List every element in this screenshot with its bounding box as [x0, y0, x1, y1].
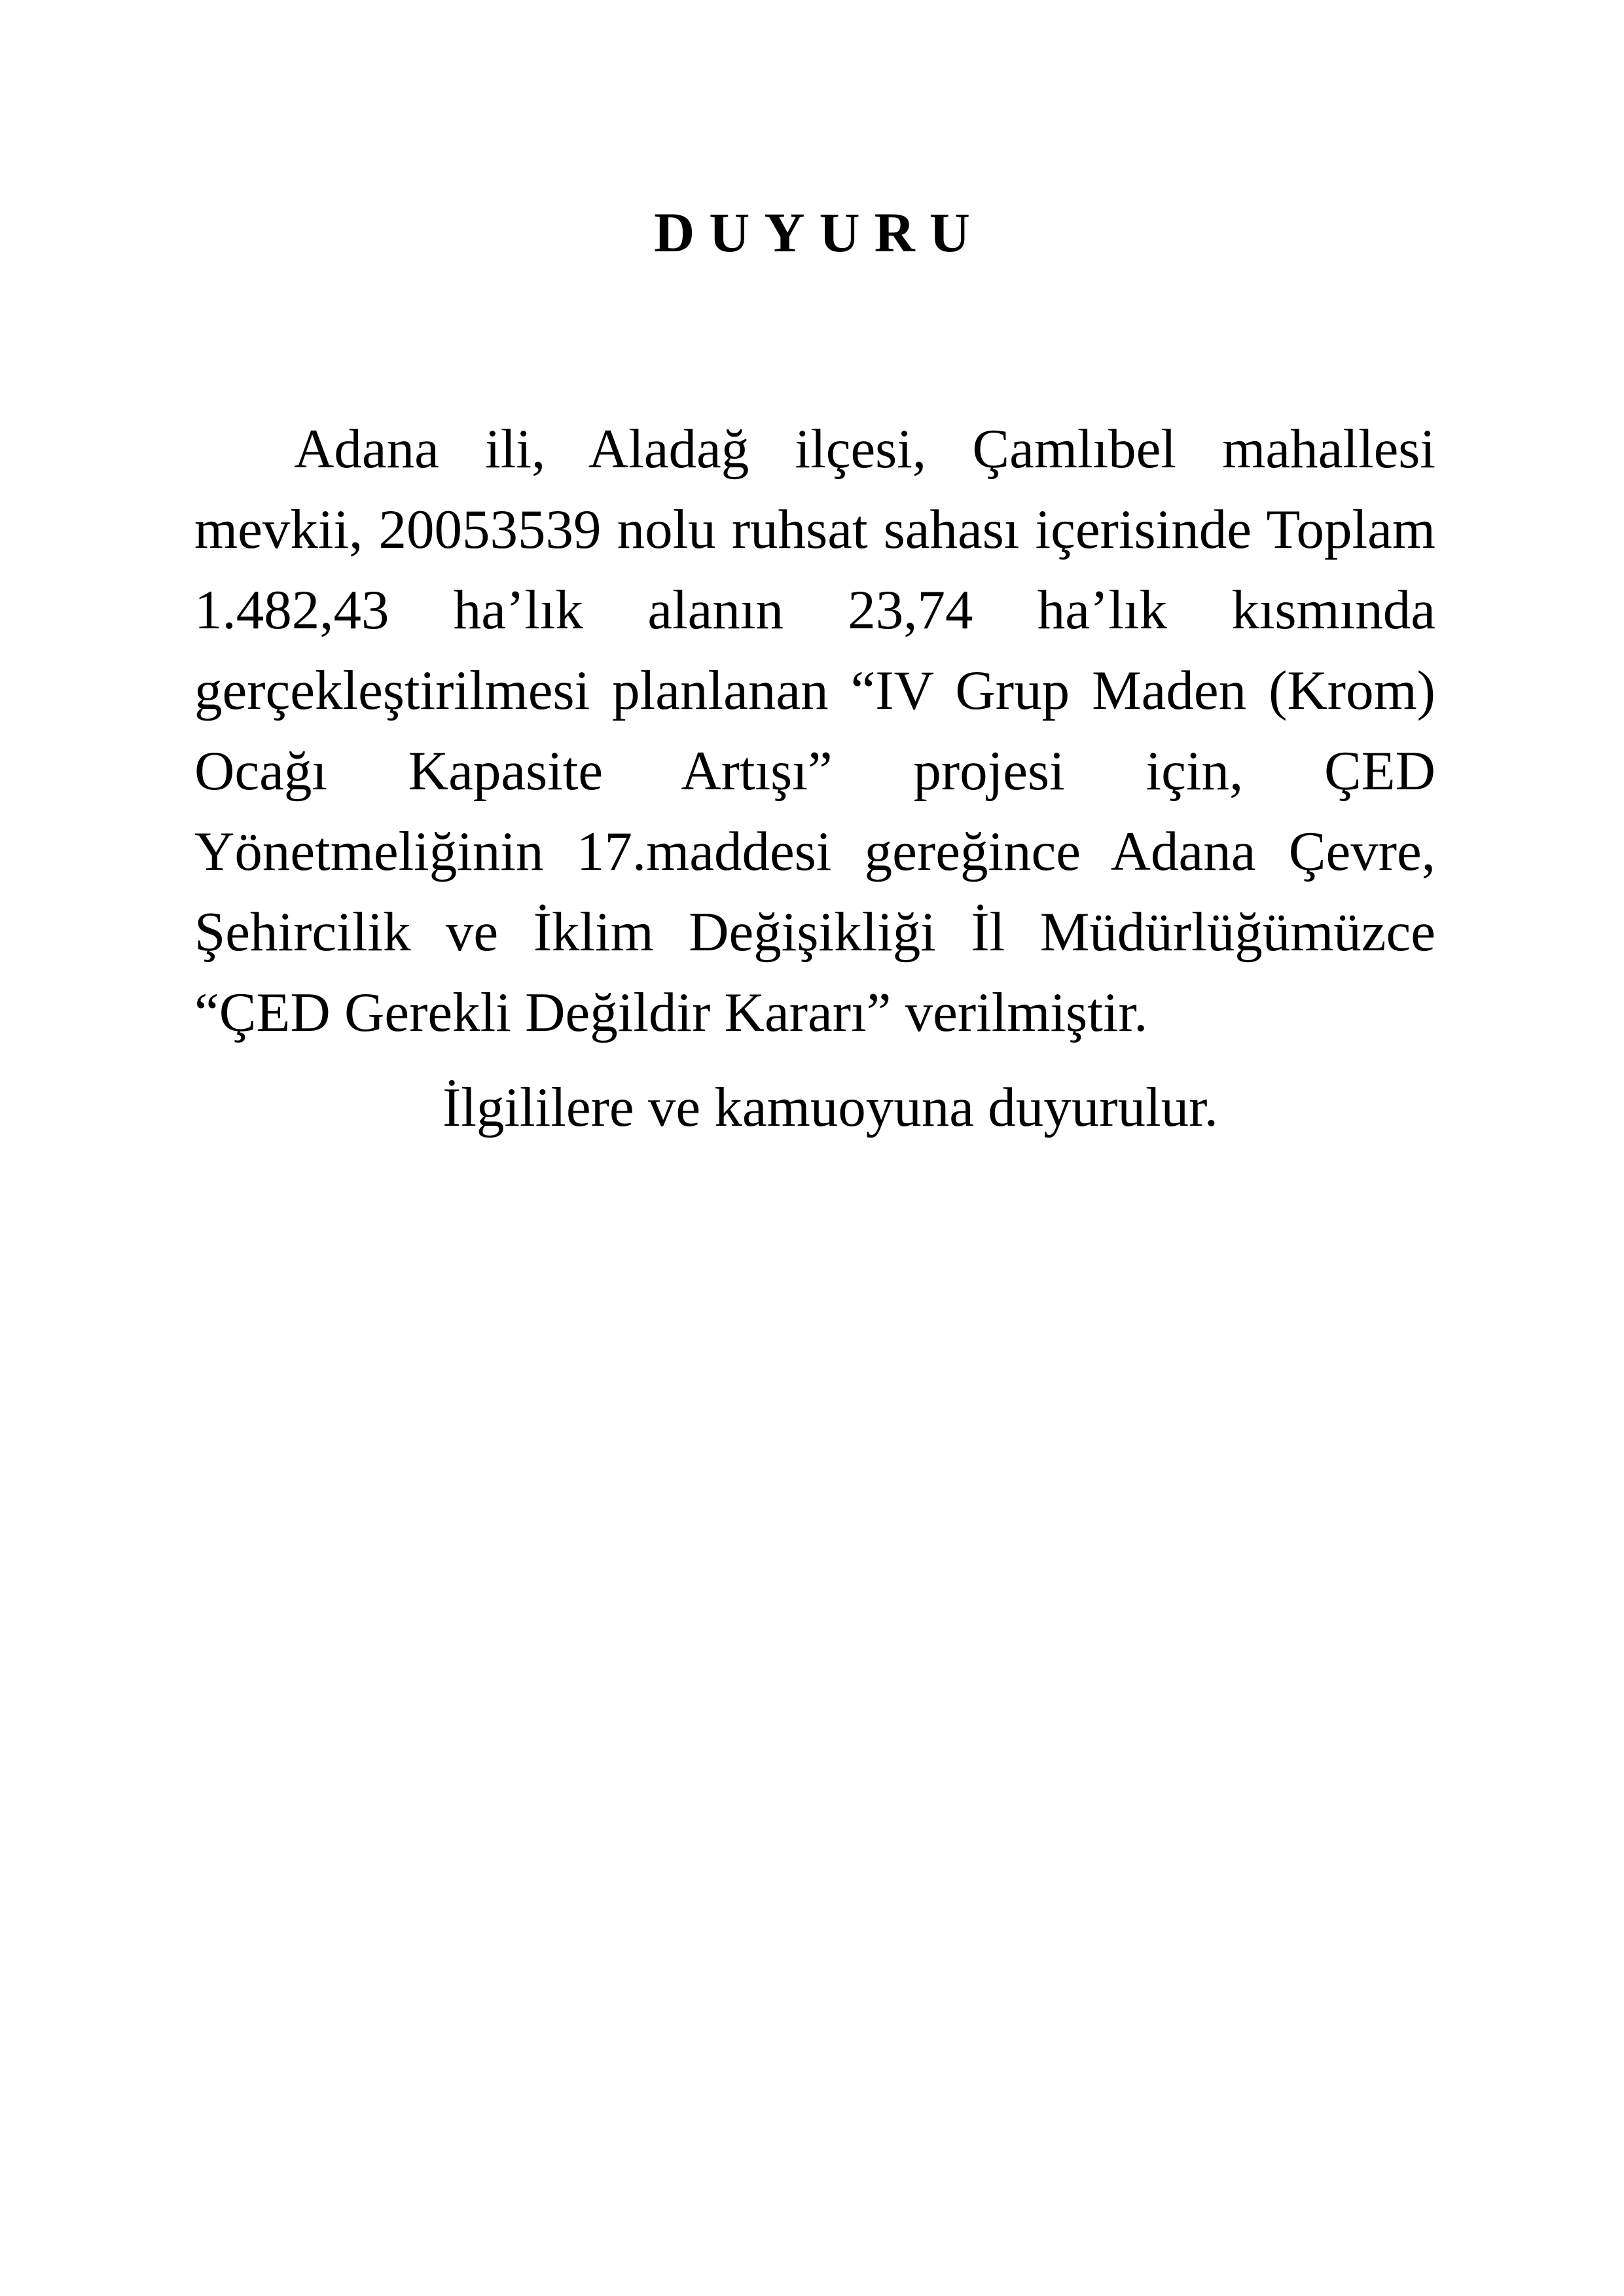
- document-title: DUYURU: [654, 201, 984, 264]
- document-body: [194, 409, 1435, 1148]
- announcement-paragraph: Adana ili, Aladağ ilçesi, Çamlıbel mahallesi mevkii, 20053539 nolu ruhsat sahası içerisinde Toplam 1.482,43 ha’lık alanın 23,74 ha’lık kısmında gerçekleştirilmesi planlanan “IV Grup Maden (Krom) Ocağı Kapasite Artışı” projesi için, ÇED Yönetmeliğinin 17.maddesi gereğince Adana Çevre, Şehircilik ve İklim Değişikliği İl Müdürlüğümüzce “ÇED Gerekli Değildir Kararı” verilmiştir.: [194, 418, 1435, 1043]
- closing-line: İlgililere ve kamuoyuna duyurulur.: [442, 1077, 1218, 1138]
